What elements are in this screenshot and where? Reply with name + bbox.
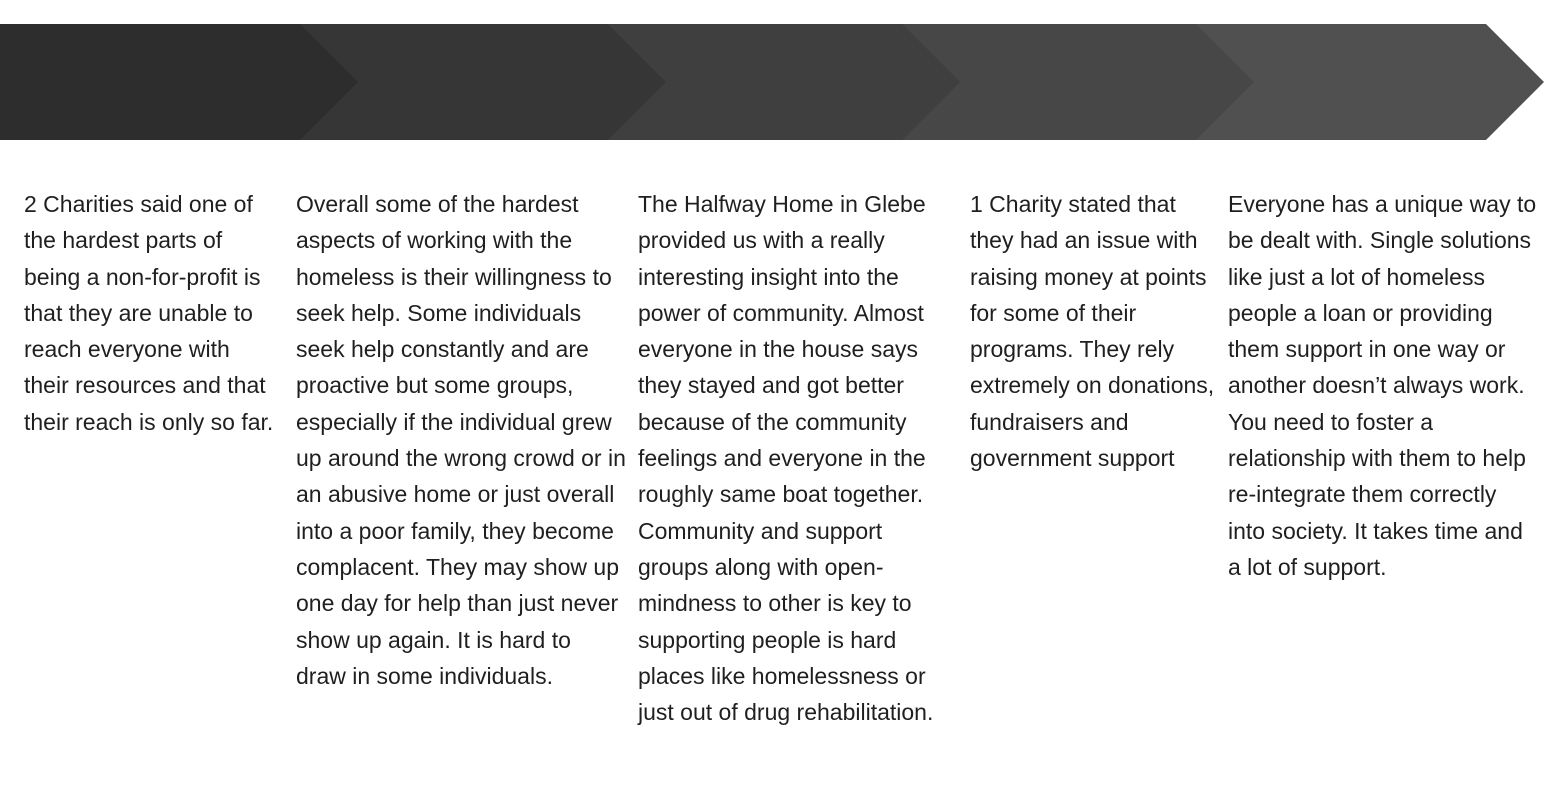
column-4-text: 1 Charity stated that they had an issue with raising money at points for some of their programs. They rely extremely on donations, fundraisers and government support	[970, 191, 1215, 472]
chevron-process-banner	[0, 24, 1548, 140]
column-1-text: 2 Charities said one of the hardest parts of being a non-for-profit is that they are unable to reach everyone with their resources and that their reach is only so far.	[24, 191, 274, 435]
column-5-text: Everyone has a unique way to be dealt with. Single solutions like just a lot of homeless people a loan or providing them support in one way or another doesn’t always work. You need to foster a relationship with them to help re-integrate them correctly into society. It takes time and a lot of support.	[1228, 191, 1537, 580]
chevron-step-1	[0, 24, 358, 140]
column-3-text: The Halfway Home in Glebe provided us with a really interesting insight into the power of community. Almost everyone in the house says they stayed and got better because of the community feelings and everyone in the roughly same boat together. Community and support groups along with open-mindness to other is key to supporting people is hard places like homelessness or just out of drug rehabilitation.	[638, 191, 934, 726]
column-2-text: Overall some of the hardest aspects of working with the homeless is their willingness to seek help. Some individuals seek help constantly and are proactive but some groups, especially if the individual grew up around the wrong crowd or in an abusive home or just overall into a poor family, they become complacent. They may show up one day for help than just never show up again. It is hard to draw in some individuals.	[296, 191, 626, 689]
